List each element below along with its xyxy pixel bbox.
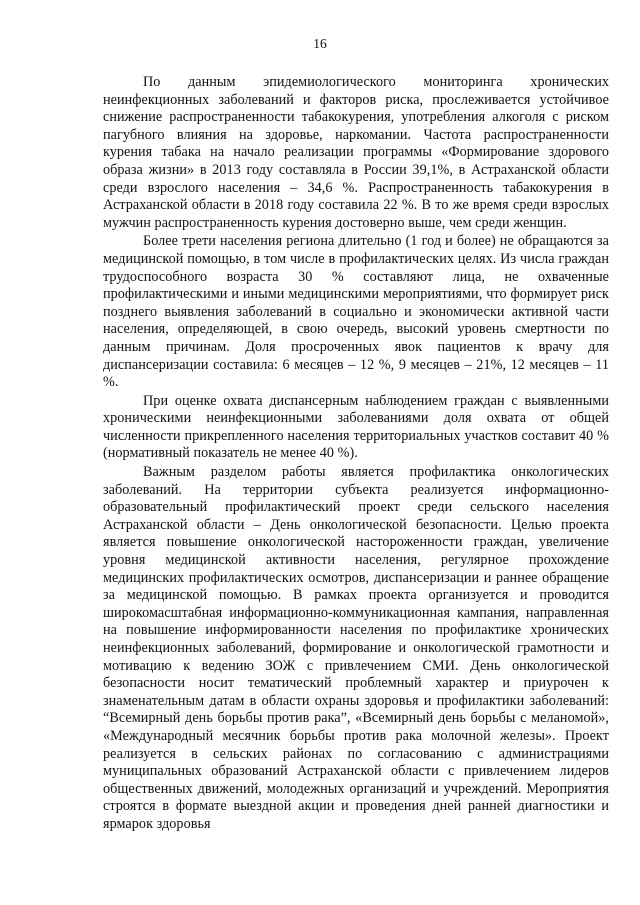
paragraph-medical-checkups: Более трети населения региона длительно (1 год и более) не обращаются за медицинской помощью, в том числе в профилактических целях. Из числа граждан трудоспособного возраста 30 % составляют лица, не охваченные профилактическими и иными медицинскими мероприятиями, что формирует риск позднего выявления заболеваний в социально и экономически активной части населения, определяющей, в свою очередь, высокий уровень смертности по данным причинам. Доля просроченных явок пациентов к врачу для диспансеризации составила: 6 месяцев – 12 %, 9 месяцев – 21%, 12 месяцев – 11 %.	[103, 233, 609, 391]
paragraph-oncology-prevention: Важным разделом работы является профилактика онкологических заболеваний. На территории субъекта реализуется информационно-образовательный профилактический проект среди сельского населения Астраханской области – День онкологической безопасности. Целью проекта является повышение онкологической настороженности граждан, увеличение уровня медицинской активности населения, регулярное прохождение медицинских профилактических осмотров, диспансеризации и раннее обращение за медицинской помощью. В рамках проекта организуется и проводится широкомасштабная информационно-коммуникационная кампания, направленная на повышение информированности населения по профилактике хронических неинфекционных заболеваний, формирование и онкологической грамотности и мотивацию к ведению ЗОЖ с привлечением СМИ. День онкологической безопасности носит тематический проблемный характер и приурочен к знаменательным датам в области охраны здоровья и профилактики заболеваний: “Всемирный день борьбы против рака”, «Всемирный день борьбы с меланомой», «Международный месячник борьбы против рака молочной железы». Проект реализуется в сельских районах по согласованию с администрациями муниципальных образований Астраханской области с привлечением лидеров общественных движений, молодежных организаций и учреждений. Мероприятия строятся в формате выездной акции и проведения дней ранней диагностики и ярмарок здоровья	[103, 464, 609, 832]
paragraph-dispensary-coverage: При оценке охвата диспансерным наблюдением граждан с выявленными хроническими неинфекционными заболеваниями доля охвата от общей численности прикрепленного населения территориальных участков составит 40 % (нормативный показатель не менее 40 %).	[103, 392, 609, 462]
document-body	[103, 74, 609, 834]
paragraph-tobacco-monitoring: По данным эпидемиологического мониторинга хронических неинфекционных заболеваний и факторов риска, прослеживается устойчивое снижение распространенности табакокурения, употребления алкоголя с риском пагубного влияния на здоровье, наркомании. Частота распространенности курения табака на начало реализации программы «Формирование здорового образа жизни» в 2013 году составляла в России 39,1%, в Астраханской области среди взрослого населения – 34,6 %. Распространенность табакокурения в Астраханской области в 2018 году составила 22 %. В то же время среди взрослых мужчин распространенность курения достоверно выше, чем среди женщин.	[103, 74, 609, 231]
page-number: 16	[313, 36, 327, 51]
